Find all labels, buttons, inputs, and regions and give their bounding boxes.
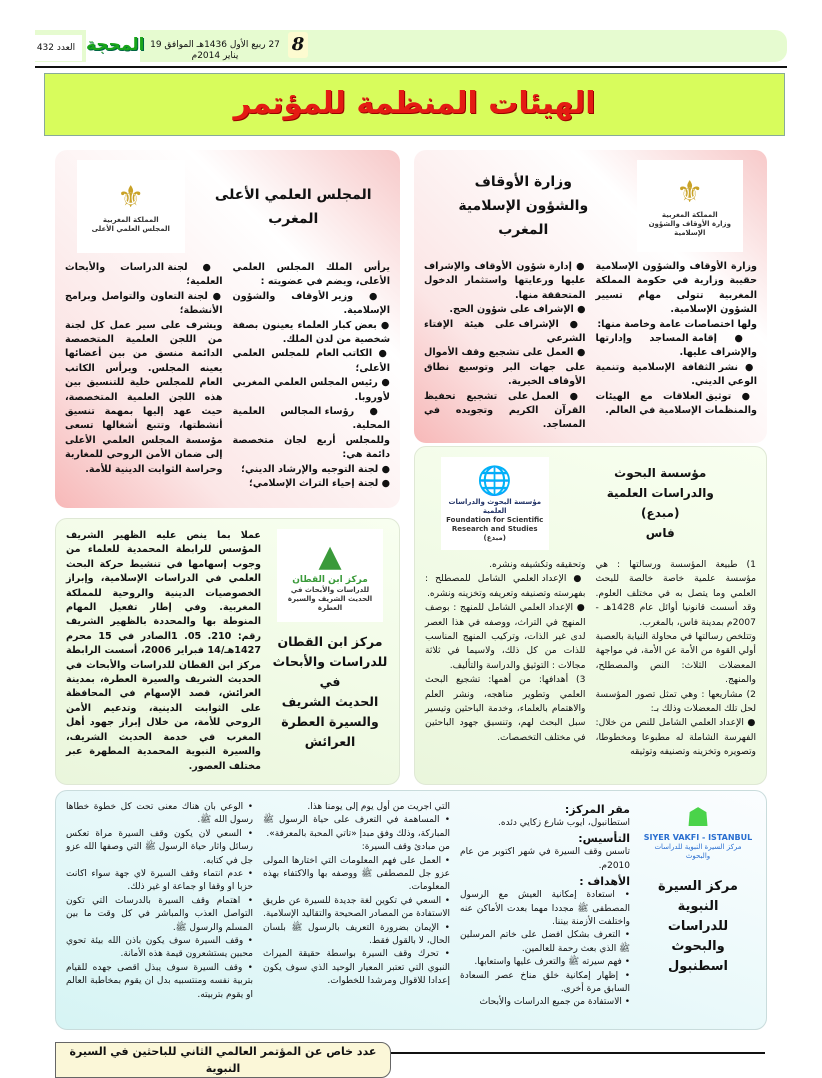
awqaf-col-right: [596, 260, 758, 433]
heading-line: مؤسسة البحوث: [614, 466, 707, 481]
qattan-heading: [271, 632, 389, 752]
paragraph: وزارة الأوقاف والشؤون الإسلامية حقيبة وزارية في حكومة المملكة المغربية تتولى مهام تسيير الشؤون الإسلامية.: [595, 261, 757, 316]
issue-date: 27 ربيع الأول 1436هـ الموافق 19 يناير 2014م: [150, 40, 280, 61]
mobdie-heading: [580, 463, 740, 543]
page-content: [55, 150, 767, 1075]
globe-icon: 🌐: [477, 463, 513, 497]
list-item: • إظهار إمكانية خلق مناخ عصر السعادة السابق مرة أخرى.: [460, 970, 630, 997]
siyer-paragraph: التي اجريت من أول يوم إلى يومنا هذا.: [307, 801, 450, 812]
heading-line: والسيرة العطرة: [281, 714, 379, 729]
heading-line: مركز السيرة: [658, 878, 738, 894]
siyer-heading: [658, 877, 738, 977]
siyer-section: [55, 790, 767, 1030]
heading-line: المغرب: [268, 210, 319, 227]
heading-line: العرائش: [304, 734, 356, 749]
siyer-col-left: [66, 801, 253, 1019]
logo-text: المملكة المغربية: [661, 210, 718, 219]
heading-line: للدراسات: [667, 918, 729, 934]
awqaf-heading: [438, 170, 608, 242]
list-item: ● رئيس المجلس العلمي المغربي لأوروبا.: [233, 376, 391, 405]
siyer-logo-image: [641, 801, 755, 863]
paragraph: ويشرف على سير عمل كل لجنة من اللجن العلمية المتخصصة الدائمة منسق من بين أعضائها يعينه المجلس. ويرأس الكاتب العام للمجلس خلية للتنسيق بين هذه اللجن العلمية المتخصصة، حيث عهد إليها بمهمة تنسيق أنشطتها، وتتبع أشغالها تسعى مؤسسة المجلس العلمي الأعلى إلى ضمان الأمن الروحي للمغاربة وحراسة الثوابت الدينية للأمة.: [65, 319, 223, 475]
heading-line: والشؤون الإسلامية: [458, 198, 589, 214]
list-item: • وقف السيرة سوف يبذل اقصى جهده للقيام بتربية نفسه ومنتسبيه بدل ان يقوم بمخاطبة العالم او يقوم بتربيته.: [66, 962, 253, 1002]
coat-of-arms-icon: ⚜: [117, 179, 145, 215]
list-item: ● الإعداد العلمي الشامل للمصطلح : بفهرسته وتصنيفه وتعريفه وتخزينه ونشره.: [425, 572, 586, 601]
logo-text: وزارة الأوقاف والشؤون الإسلامية: [648, 219, 731, 237]
logo-text: المجلس العلمي الأعلى: [91, 224, 170, 233]
logo-text: Foundation for Scientific Research and Studies: [446, 515, 544, 533]
footer: [55, 1042, 767, 1075]
dome-icon: ▲: [318, 538, 342, 574]
list-item: ● توثيق العلاقات مع الهيئات والمنظمات الإسلامية في العالم.: [596, 390, 758, 419]
list-item: • وقف السيرة سوف يكون باذن الله بيئة تحوي محبين يستشعرون قيمة هذه الأمانة.: [66, 935, 253, 962]
siyer-paragraph: • المساهمة في التعرف على حياة الرسول ﷺ المباركة، وذلك وفق مبدإ «تاتي المحبة بالمعرفة».: [263, 814, 450, 841]
dome-icon: ☗: [686, 802, 710, 833]
siyer-side: [640, 801, 756, 1019]
logo-text: مركز السيرة النبوية للدراسات والبحوث: [654, 842, 742, 860]
list-item: • اهتمام وقف السيرة بالدرسات التي تكون التواصل العذب والمباشر في كل وقت ما بين المسلم والرسول ﷺ.: [66, 895, 253, 935]
list-item: ● الإعداد العلمي الشامل للنص من خلال: الفهرسة الشاملة له مطبوعا ومخطوطا، وتصويره وتخزينه وتصنيفه وتوثيقه: [596, 716, 757, 759]
qattan-side: [271, 529, 389, 774]
subheading: التأسيس:: [578, 832, 630, 846]
paragraph: تاسس وقف السيرة في شهر اكتوبر من عام 2010م.: [460, 847, 630, 871]
divider: [390, 1052, 765, 1054]
page-title: الهيئات المنظمة للمؤتمر: [233, 86, 596, 121]
qattan-section: [55, 518, 400, 785]
paragraph: يرأس الملك المجلس العلمي الأعلى، ويضم في عضويته :: [232, 262, 390, 288]
list-item: ● الكاتب العام للمجلس العلمي الأعلى؛: [233, 347, 391, 376]
heading-line: مركز ابن القطان: [277, 634, 383, 649]
logo-text: SIYER VAKFI - ISTANBUL: [643, 832, 753, 842]
list-item: ● إقامة المساجد وإدارتها والإشراف عليها.: [596, 332, 758, 361]
list-item: • استعادة إمكانية العيش مع الرسول المصطفى ﷺ مجددا مهما بعدت الأماكن عنه واختلفت الأزمنة بيننا.: [460, 889, 630, 929]
list-item: • فهم سيرته ﷺ والتعرف عليها واستعابها.: [460, 956, 630, 969]
heading-line: وزارة الأوقاف: [474, 174, 572, 190]
majlis-emblem-image: [77, 160, 185, 253]
special-issue-footer: عدد خاص عن المؤتمر العالمي الثاني للباحثين في السيرة النبوية: [55, 1042, 391, 1078]
list-item: • الوعي بان هناك معنى تحت كل خطوة خطاها رسول الله ﷺ.: [66, 801, 253, 828]
heading-line: فاس: [645, 526, 675, 541]
list-item: ● العمل على تشجيع تحفيظ القرآن الكريم وتجويده في المساجد.: [424, 390, 586, 433]
logo-text: المملكة المغربية: [102, 215, 159, 224]
siyer-col-right: [460, 801, 630, 1019]
issue-number: العدد 432: [30, 35, 82, 61]
list-item: ● الإعداد العلمي الشامل للمنهج : بوصف المنهج في التراث، ووصفه في هذا العصر لدى غير الذات، وتركيب المنهج المناسب للذات من كل ذلك، ولاسيما في ثلاثة مجالات : التوثيق والدراسة والتأليف.: [425, 601, 586, 673]
list-item: ● الإشراف على شؤون الحج.: [424, 303, 586, 317]
page-number: 8: [288, 32, 308, 58]
logo-text: مركز ابن القطان: [292, 574, 368, 585]
majlis-col-right: [233, 261, 391, 492]
list-item: • السعي لان يكون وقف السيرة مراة تعكس رسائل واثار حياة الرسول ﷺ التي وصفها الله عزو جل في كتابه.: [66, 828, 253, 868]
title-banner: [44, 73, 785, 136]
mobdie-col-right: [596, 558, 757, 760]
logo-text: مؤسسة البحوث والدراسات العلمية: [448, 497, 542, 515]
heading-line: المغرب: [498, 222, 549, 238]
list-item: ● رؤساء المجالس العلمية المحلية.: [233, 405, 391, 434]
heading-line: الحديث الشريف: [281, 694, 379, 709]
subheading: الأهداف :: [579, 875, 630, 889]
siyer-paragraph: • العمل على فهم المعلومات التي اختارها المولى عزو جل للمصطفى ﷺ ووصفه بها والاكتفاء بهذه المعلومات.: [263, 855, 450, 895]
coat-of-arms-icon: ⚜: [676, 174, 704, 210]
paragraph: 1) طبيعة المؤسسة ورسالتها : هي مؤسسة علمية خاصة خالصة للبحث العلمي وما يتصل به في مختلف العلوم. وقد أسست قانونيا أوائل عام 1428هـ - 2007م بمدينة فاس، بالمغرب.: [595, 558, 756, 628]
awqaf-col-left: [424, 260, 586, 433]
list-item: ● لجنة إحياء التراث الإسلامي؛: [233, 477, 391, 491]
list-item: ● لجنة التعاون والتواصل وبرامج الأنشطة؛: [65, 290, 223, 319]
siyer-paragraph: • تحرك وقف السيرة بواسطة حقيقة الميراث النبوي التي تعتبر المعيار الوحيد الذي سوف يكون إعدادا للاقوال ومرشدا للخطوات.: [263, 948, 450, 988]
siyer-paragraph: • السعي في تكوين لغة جديدة للسيرة عن طريق الاستفادة من المصادر الصحيحة والتقاليد الإسلامية.: [263, 895, 450, 922]
heading-line: النبوية: [677, 898, 719, 914]
siyer-col-mid: [263, 801, 450, 1019]
heading-line: المجلس العلمي الأعلى: [214, 186, 372, 203]
majlis-heading: [208, 183, 378, 231]
heading-line: (مبدع): [641, 506, 680, 521]
majlis-col-left: [65, 261, 223, 492]
logo-text: (مبدع): [483, 533, 506, 542]
paragraph: 2) مشاريعها : وهي تمثل تصور المؤسسة لحل تلك المعضلات وذلك بـ:: [595, 688, 756, 714]
paragraph: ولها اختصاصات عامة وخاصة منها:: [597, 318, 757, 330]
list-item: ● بعض كبار العلماء يعينون بصفة شخصية من لدن الملك.: [233, 319, 391, 348]
paragraph: استطانبول، ايوب شارع زكايي دئده.: [498, 817, 630, 828]
qattan-logo-image: [277, 529, 383, 622]
heading-line: والدراسات العلمية: [606, 486, 714, 501]
paragraph: وتحقيقه وتكشيفه ونشره.: [489, 558, 586, 570]
heading-line: اسطنبول: [668, 958, 728, 974]
list-item: • التعرف بشكل افضل على خاتم المرسلين ﷺ الذي بعث رحمة للعالمين.: [460, 929, 630, 956]
mobdie-section: [414, 446, 767, 785]
subheading: مقر المركز:: [564, 802, 630, 816]
list-item: ● إدارة شؤون الأوقاف والإشراف عليها ورعايتها واستثمار الدخول المتحققة منها.: [424, 260, 586, 303]
mobdie-col-left: [425, 558, 586, 760]
awqaf-section: [414, 150, 767, 443]
list-item: ● الإشراف على هيئة الإفتاء الشرعي: [424, 318, 586, 347]
paragraph: 3) أهدافها: من أهمها: تشجيع البحث العلمي وتطوير مناهجه، ونشر العلم والاهتمام بالعلماء، وخدمة الباحثين وتيسير سبل البحث لهم، وتنسيق جهود الباحثين في مختلف التخصصات.: [425, 674, 586, 743]
list-item: • عدم انتماء وقف السيرة لاي جهة سواء اكانت حزبا او وقفا او جماعة او غير ذلك.: [66, 868, 253, 895]
mobdie-logo-image: [441, 457, 549, 550]
siyer-paragraph: من مبادئ وقف السيرة:: [361, 842, 450, 853]
list-item: ● لجنة التوجيه والإرشاد الديني؛: [233, 463, 391, 477]
heading-line: والبحوث: [671, 938, 725, 954]
heading-line: للدراسات والأبحاث في: [272, 654, 388, 689]
newspaper-logo: المحجة: [86, 30, 140, 62]
divider: [35, 66, 787, 68]
qattan-body: عملا بما ينص عليه الظهير الشريف المؤسس للرابطة المحمدية للعلماء من وجوب إسهامها في تنشيط حركة البحث العلمي في الدراسات الإسلامية، وإبراز الخصوصيات الدينية والروحية للمملكة المغربية. وفي إطار تفعيل المهام المنوطة بها والمحددة بالظهير الشريف رقم: 210. 05. 1الصادر في 15 محرم 1427هـ/14 فبراير 2006، أسست الرابطة مركز ابن القطان للدراسات والأبحاث في الحديث الشريف والسيرة العطرة، بمدينة العرائش، قصد الإسهام في المحافظة على الثوابت الدينية، وتدعيم الأمن الروحي للأمة، من خلال إبراز جهود أهل المغرب في خدمة الحديث الشريف، والسيرة النبوية المحمدية المطهرة عبر مختلف العصور.: [66, 530, 261, 772]
majlis-section: [55, 150, 400, 508]
list-item: ● العمل على تشجيع وقف الأموال على جهات البر وتوسيع نطاق الأوقاف الخيرية.: [424, 346, 586, 389]
list-item: ● نشر الثقافة الإسلامية وتنمية الوعي الديني.: [596, 361, 758, 390]
logo-text: للدراسات والأبحاث في الحديث الشريف والسيرة العطرة: [287, 585, 373, 612]
awqaf-emblem-image: [637, 160, 743, 252]
siyer-paragraph: • الإيمان بضرورة التعريف بالرسول ﷺ بلسان الحال، لا بالقول فقط.: [263, 922, 450, 949]
paragraph: وتتلخص رسالتها في محاولة النيابة بالعصبة أولي القوة من الأمة عن الأمة، في مواجهة المعضلات الثلاث: النص والمصطلح، والمنهج.: [595, 630, 756, 686]
paragraph: وللمجلس أربع لجان متخصصة دائمة هي:: [232, 434, 390, 461]
list-item: ● وزير الأوقاف والشؤون الإسلامية.: [233, 290, 391, 319]
list-item: ● لجنة الدراسات والأبحاث العلمية؛: [65, 261, 223, 290]
list-item: • الاستفادة من جميع الدراسات والأبحاث: [460, 996, 630, 1009]
